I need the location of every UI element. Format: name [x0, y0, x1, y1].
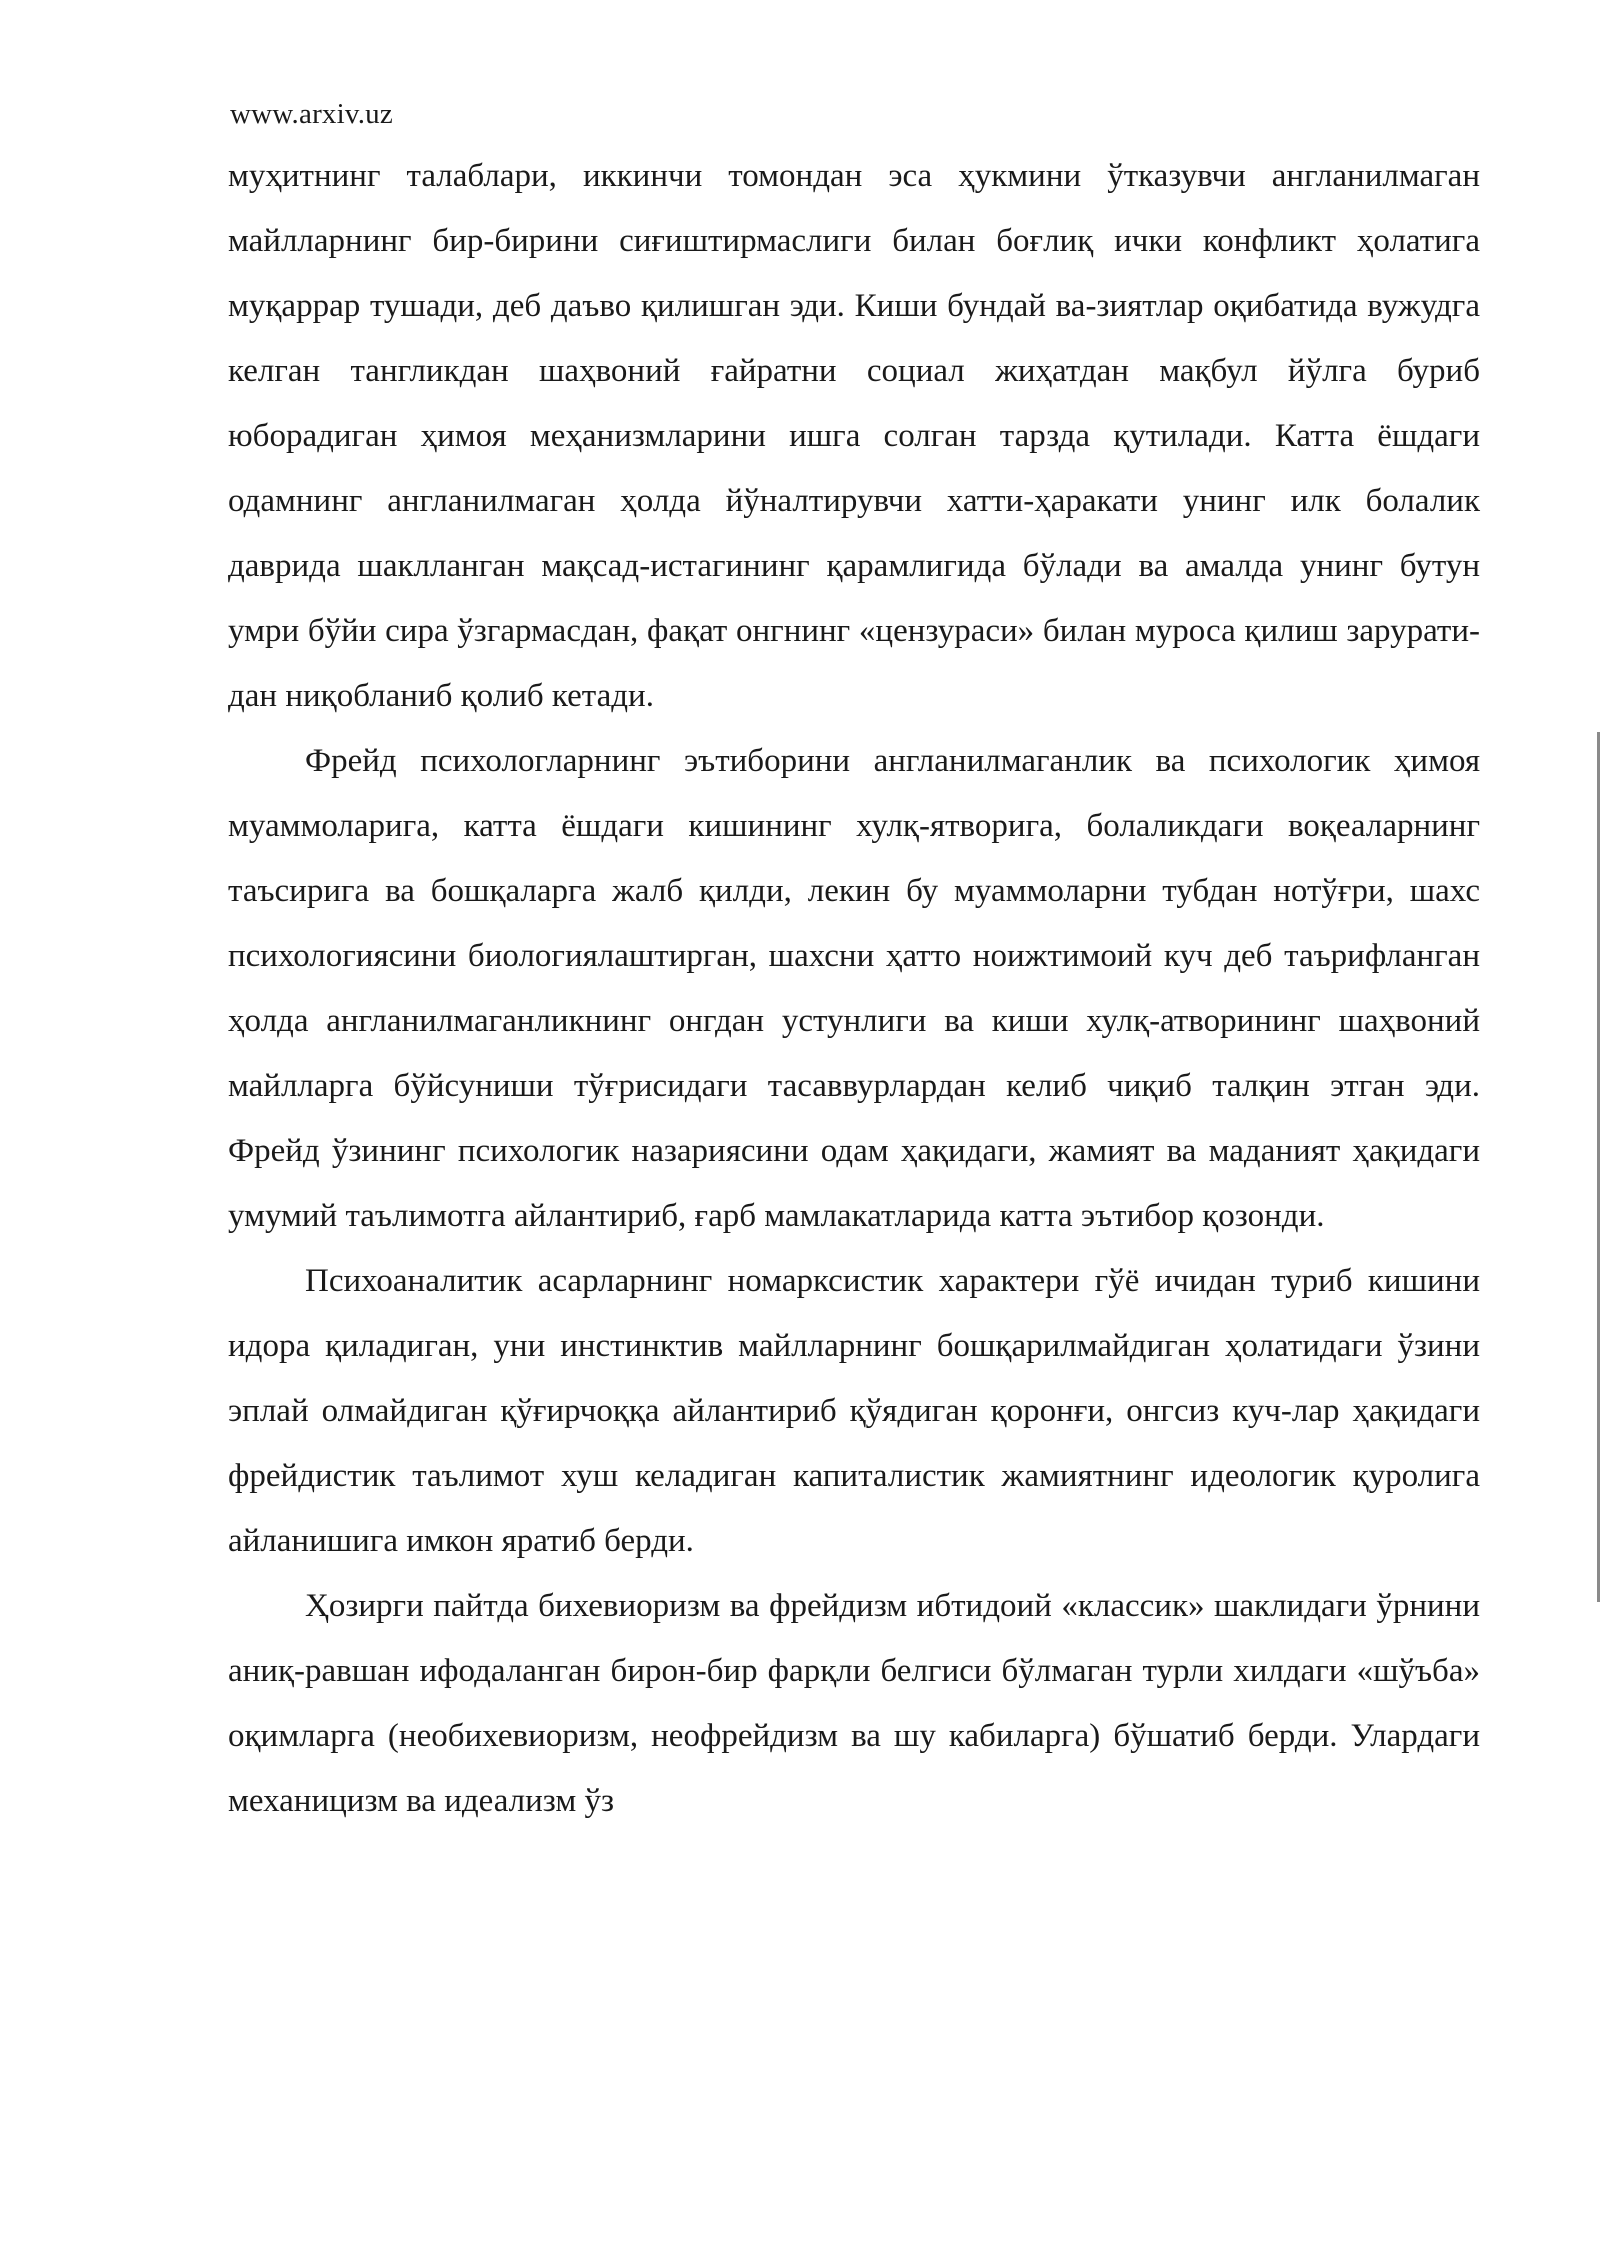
- paragraph-4: Ҳозирги пайтда бихевиоризм ва фрейдизм ибтидоий «классик» шаклидаги ўрнини аниқ-равшан ифодаланган бирон-бир фарқли белгиси бўлмаган турли хилдаги «шўъба» оқимларга (необихевиоризм, неофрейдизм ва шу кабиларга) бўшатиб берди. Улардаги механицизм ва идеализм ўз: [228, 1588, 1480, 1819]
- paragraph-3: Психоаналитик асарларнинг номарксистик характери гўё ичидан туриб кишини идора қиладиган, уни инстинктив майлларнинг бошқарилмайдиган ҳолатидаги ўзини эплай олмайдиган қўғирчоққа айлантириб қўядиган қоронғи, онгсиз куч-лар ҳақидаги фрейдистик таълимот хуш келадиган капиталистик жамиятнинг идеологик қуролига айланишига имкон яратиб берди.: [228, 1263, 1480, 1559]
- paragraph-1: муҳитнинг талаблари, иккинчи томондан эса ҳукмини ўтказувчи англанилмаган майлларнинг бир-бирини сиғиштирмаслиги билан боғлиқ ички конфликт ҳолатига муқаррар тушади, деб даъво қилишган эди. Киши бундай ва-зиятлар оқибатида вужудга келган тангликдан шаҳвоний ғайратни социал жиҳатдан мақбул йўлга буриб юборадиган ҳимоя меҳанизмларини ишга солган тарзда қутилади. Катта ёшдаги одамнинг англанилмаган ҳолда йўналтирувчи хатти-ҳаракати унинг илк болалик даврида шаклланган мақсад-истагининг қарамлигида бўлади ва амалда унинг бутун умри бўйи сира ўзгармасдан, фақат онгнинг «цензураси» билан муроса қилиш заруратидан ниқобланиб қолиб кетади.: [228, 158, 1480, 714]
- paragraph-2: Фрейд психологларнинг эътиборини англанилмаганлик ва психологик ҳимоя муаммоларига, катта ёшдаги кишининг хулқ-ятворига, болаликдаги воқеаларнинг таъсирига ва бошқаларга жалб қилди, лекин бу муаммоларни тубдан нотўғри, шахс психологиясини биологиялаштирган, шахсни ҳатто ноижтимоий куч деб таърифланган ҳолда англанилмаганликнинг онгдан устунлиги ва киши хулқ-атворининг шаҳвоний майлларга бўйсуниши тўғрисидаги тасаввурлардан келиб чиқиб талқин этган эди. Фрейд ўзининг психологик назариясини одам ҳақидаги, жамият ва маданият ҳақидаги умумий таълимотга айлантириб, ғарб мамлакатларида катта эътибор қозонди.: [228, 743, 1480, 1234]
- header-url: www.arxiv.uz: [230, 98, 393, 130]
- document-body: [228, 144, 1480, 1834]
